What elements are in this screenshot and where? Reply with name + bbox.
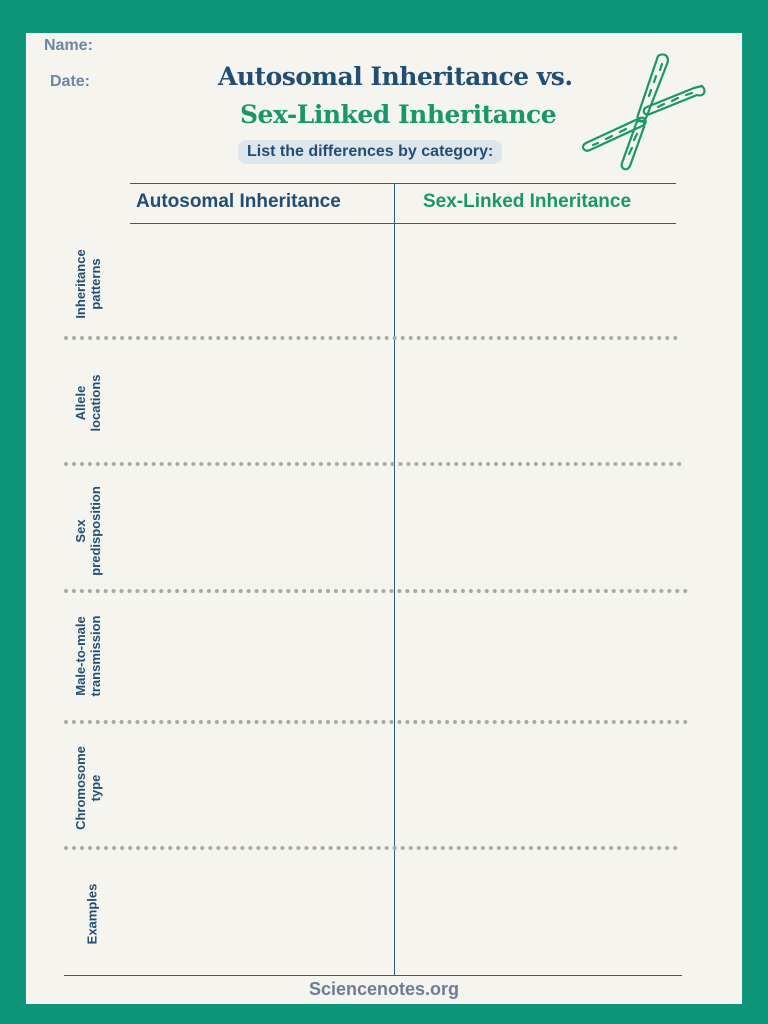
- worksheet: [26, 33, 742, 1004]
- row-label-text: Allele locations: [73, 374, 103, 432]
- column-header-autosomal: Autosomal Inheritance: [136, 191, 341, 212]
- row-label-text: Chromosome type: [73, 746, 103, 830]
- footer-site-link[interactable]: Sciencenotes.org: [308, 979, 460, 999]
- header-bottom-rule: [130, 223, 676, 224]
- row-label-text: Male-to-male transmission: [73, 615, 103, 697]
- row-separator: [64, 846, 678, 850]
- column-header-sex-linked: Sex-Linked Inheritance: [423, 191, 632, 212]
- column-divider: [394, 183, 395, 975]
- table-bottom-rule: [64, 975, 682, 976]
- name-label: Name:: [44, 37, 93, 54]
- row-separator: [64, 720, 688, 724]
- row-label-text: Sex predisposition: [73, 486, 103, 576]
- row-label-text: Inheritance patterns: [73, 249, 103, 319]
- row-separator: [64, 462, 682, 466]
- instructions-badge: List the differences by category:: [238, 140, 502, 164]
- date-label: Date:: [50, 73, 91, 90]
- row-separator: [64, 589, 688, 593]
- title-sex-linked: Sex-Linked Inheritance: [240, 100, 557, 129]
- title-autosomal: Autosomal Inheritance vs.: [218, 62, 573, 91]
- row-label-text: Examples: [84, 883, 100, 945]
- row-separator: [64, 336, 678, 340]
- chromosome-icon: [576, 48, 706, 173]
- table-top-rule: [130, 183, 676, 184]
